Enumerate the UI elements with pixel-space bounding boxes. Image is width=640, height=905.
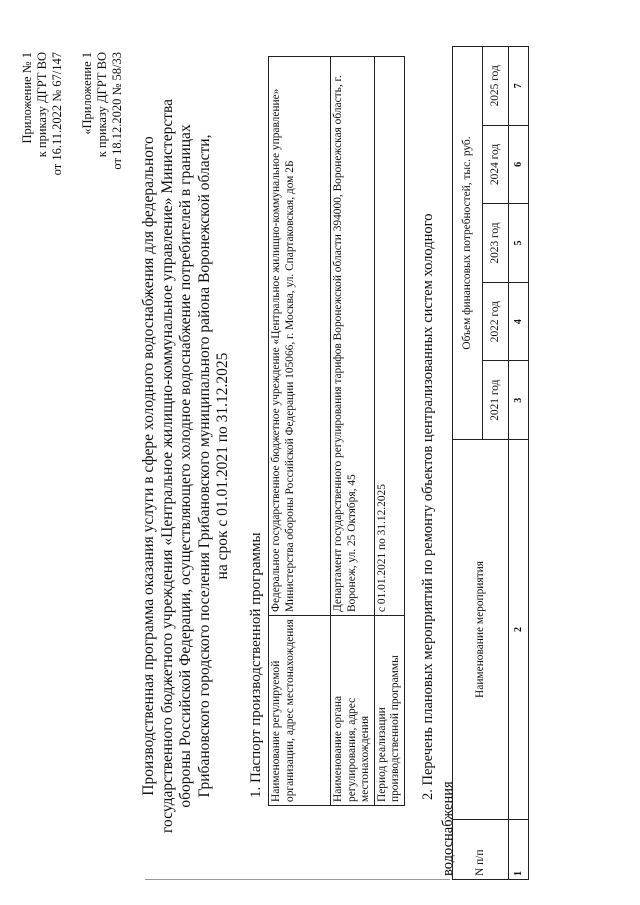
section1-heading: 1. Паспорт производственной программы xyxy=(248,532,264,798)
appendix-number-old: «Приложение 1 xyxy=(80,52,94,135)
appendix-order-ref: к приказу ДГРТ ВО xyxy=(35,52,49,158)
passport-label: Наименование органа регулирования, адрес местонахождения xyxy=(331,616,375,806)
passport-value: Федеральное государственное бюджетное учреждение «Центральное жилищно-коммунальное управление» Министерства обороны Российской Федерации 105066, г. Москва, ул. Спартаковская, дом 2Б xyxy=(269,57,331,616)
column-number: 4 xyxy=(509,282,529,361)
title-line: государственного бюджетного учреждения «Центральное жилищно-коммунальное управление» Министерства xyxy=(158,99,176,833)
passport-label: Период реализации производственной программы xyxy=(374,616,404,806)
title-line: Грибановского городского поселения Грибановского муниципального района Воронежской области, xyxy=(195,134,213,798)
table-row xyxy=(509,47,529,880)
title-line: на срок с 01.01.2021 по 31.12.2025 xyxy=(214,352,231,580)
appendix-header-new xyxy=(20,52,65,175)
passport-value: с 01.01.2021 по 31.12.2025 xyxy=(374,57,404,616)
year-header: 2024 год xyxy=(483,125,509,204)
column-number: 3 xyxy=(509,361,529,440)
year-header: 2021 год xyxy=(483,361,509,440)
bottom-divider xyxy=(145,879,450,880)
passport-label: Наименование регулируемой организации, адрес местонахождения xyxy=(269,616,331,806)
column-number: 6 xyxy=(509,125,529,204)
appendix-order-ref-old: к приказу ДГРТ ВО xyxy=(95,52,109,158)
year-header: 2022 год xyxy=(483,282,509,361)
section2-heading: 2. Перечень плановых мероприятий по ремонту объектов централизованных систем холодного xyxy=(420,213,436,800)
table-row xyxy=(331,57,375,806)
table-row xyxy=(269,57,331,806)
year-header: 2025 год xyxy=(483,47,509,126)
title-line: обороны Российской Федерации, осуществляющего холодное водоснабжение потребителей в границах xyxy=(177,124,194,808)
column-number: 2 xyxy=(509,440,529,820)
measures-table xyxy=(452,46,529,880)
document-title xyxy=(140,46,233,886)
appendix-header-old xyxy=(80,52,125,170)
title-line: Производственная программа оказания услуги в сфере холодного водоснабжения для федерального xyxy=(140,136,157,796)
col-name-header: Наименование мероприятия xyxy=(453,440,509,820)
appendix-order-date: от 16.11.2022 № 67/147 xyxy=(50,52,64,176)
col-volume-header: Объем финансовых потребностей, тыс. руб. xyxy=(453,47,483,440)
col-num-header: N п/п xyxy=(453,820,509,880)
passport-value: Департамент государственного регулирования тарифов Воронежской области 394000, Воронежская область, г. Воронеж, ул. 25 Октября, 45 xyxy=(331,57,375,616)
appendix-order-date-old: от 18.12.2020 № 58/33 xyxy=(110,52,124,170)
column-number: 5 xyxy=(509,204,529,283)
section2-heading-cont: водоснабжения xyxy=(440,781,456,876)
appendix-number: Приложение № 1 xyxy=(20,52,34,144)
table-row xyxy=(453,47,483,880)
year-header: 2023 год xyxy=(483,204,509,283)
column-number: 1 xyxy=(509,820,529,880)
table-row xyxy=(374,57,404,806)
passport-table xyxy=(268,56,405,806)
column-number: 7 xyxy=(509,47,529,126)
rotated-page xyxy=(16,46,624,886)
